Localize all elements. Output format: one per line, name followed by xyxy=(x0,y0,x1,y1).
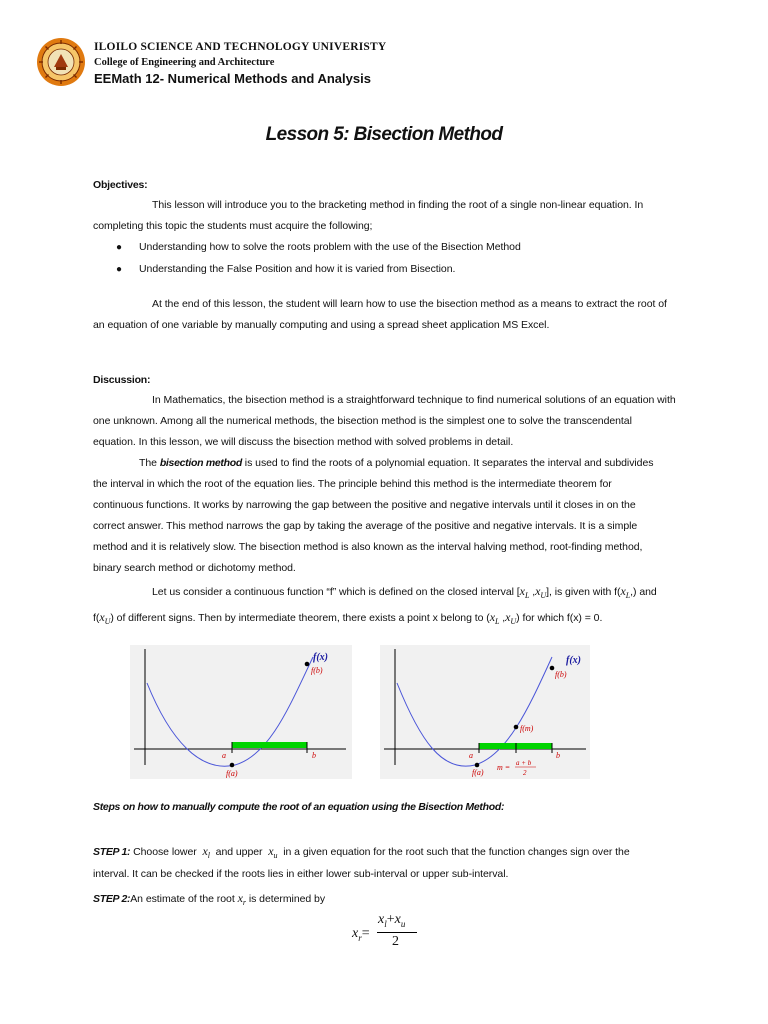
b-label: b xyxy=(312,751,316,760)
bisection-figure-2 xyxy=(380,645,590,779)
fx-label: f(x) xyxy=(313,652,328,663)
fa-label: f(a) xyxy=(472,768,484,777)
discussion-heading: Discussion: xyxy=(93,374,151,386)
university-name: ILOILO SCIENCE AND TECHNOLOGY UNIVERISTY xyxy=(94,41,387,53)
discussion-p2-line5: method and it is relatively slow. The bisection method is also known as the interval halving method, root-finding method, xyxy=(93,541,643,553)
discussion-p2-line1: The bisection method is used to find the roots of a polynomial equation. It separates the interval and subdivides xyxy=(139,457,654,469)
a-label: a xyxy=(469,751,473,760)
fx-label: f(x) xyxy=(566,655,581,666)
bullet-icon: ● xyxy=(116,264,123,275)
lesson-title: Lesson 5: Bisection Method xyxy=(265,124,503,145)
bullet-icon: ● xyxy=(116,242,123,253)
m-numerator: a + b xyxy=(516,759,532,767)
m-denominator: 2 xyxy=(523,769,527,777)
objective-item-1: Understanding how to solve the roots problem with the use of the Bisection Method xyxy=(139,241,521,253)
course-title: EEMath 12- Numerical Methods and Analysis xyxy=(94,71,371,86)
discussion-p2-line2: the interval in which the root of the equation lies. The principle behind this method is the intermediate theorem for xyxy=(93,478,612,490)
step1-line1: STEP 1: Choose lower $x_l$ and upper $x_u$ in a given equation for the root such that the function changes sign over the xyxy=(93,844,630,861)
objectives-end-line2: an equation of one variable by manually computing and using a spread sheet application MS Excel. xyxy=(93,319,550,331)
university-seal-logo xyxy=(36,37,86,87)
step1-line2: interval. It can be checked if the roots lies in either lower sub-interval or upper sub-interval. xyxy=(93,868,509,880)
interval-bar xyxy=(232,742,307,748)
discussion-p3-line2: $f(x_U)$ of different signs. Then by intermediate theorem, there exists a point x belong to ($x_L$ $,x_U$) for which f(x) = 0. xyxy=(93,610,603,627)
steps-title: Steps on how to manually compute the root of an equation using the Bisection Method: xyxy=(93,801,505,813)
b-label: b xyxy=(556,751,560,760)
objectives-end-line1: At the end of this lesson, the student will learn how to use the bisection method as a means to extract the root of xyxy=(152,298,667,310)
objective-item-2: Understanding the False Position and how it is varied from Bisection. xyxy=(139,263,456,275)
discussion-p2-line3: continuous functions. It works by narrowing the gap between the positive and negative intervals until it closes in on the xyxy=(93,499,636,511)
objectives-intro-line1: This lesson will introduce you to the bracketing method in finding the root of a single non-linear equation. In xyxy=(152,199,644,211)
fa-label: f(a) xyxy=(226,769,238,778)
objectives-heading: Objectives: xyxy=(93,179,148,191)
bisection-method-term: bisection method xyxy=(159,457,242,469)
fb-label: f(b) xyxy=(311,666,323,675)
step1-label: STEP 1: xyxy=(93,846,131,858)
fb-label: f(b) xyxy=(555,670,567,679)
bisection-figure-1 xyxy=(130,645,352,779)
discussion-p2-line4: correct answer. This method narrows the gap by taking the average of the positive and negative intervals. It is a simple xyxy=(93,520,638,532)
fm-label: f(m) xyxy=(520,724,534,733)
objectives-intro-line2: completing this topic the students must acquire the following; xyxy=(93,220,373,232)
a-label: a xyxy=(222,751,226,760)
college-name: College of Engineering and Architecture xyxy=(94,57,275,68)
step2-line: STEP 2:An estimate of the root $x_r$ is determined by xyxy=(93,891,326,908)
discussion-p1-line2: one unknown. Among all the numerical methods, the bisection method is the simplest one to solve the transcendental xyxy=(93,415,632,427)
formula-denominator: 2 xyxy=(392,934,399,949)
m-label: m = xyxy=(497,763,511,772)
bisection-formula: $x_r=$ $x_l+x_u$ 2 xyxy=(352,912,422,958)
discussion-p2-line6: binary search method or dichotomy method. xyxy=(93,562,296,574)
discussion-p1-line3: equation. In this lesson, we will discuss the bisection method with solved problems in detail. xyxy=(93,436,514,448)
discussion-p3-line1: Let us consider a continuous function “f” which is defined on the closed interval [$x_L$ $,x_U$], is given with $f(x_L,)$ and xyxy=(152,584,657,601)
step2-label: STEP 2: xyxy=(93,893,131,905)
discussion-p1-line1: In Mathematics, the bisection method is a straightforward technique to find numerical solutions of an equation with xyxy=(152,394,676,406)
